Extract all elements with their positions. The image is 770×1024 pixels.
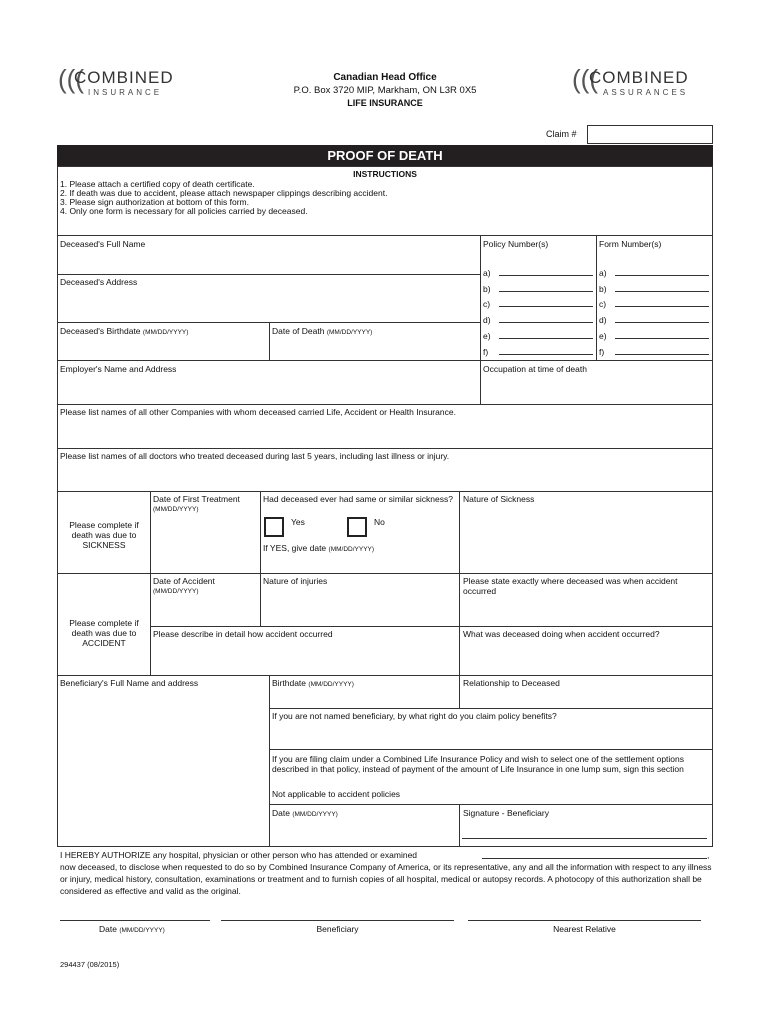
birthdate-label: Deceased's Birthdate (MM/DD/YYYY) xyxy=(60,326,189,336)
settlement-date-label: Date (MM/DD/YYYY) xyxy=(272,808,338,818)
accident-location-field[interactable] xyxy=(461,597,711,624)
policy-numbers-label: Policy Number(s) xyxy=(483,239,549,249)
left-logo-word: COMBINED xyxy=(74,68,174,87)
form-letter: c) xyxy=(599,299,607,309)
beneficiary-name-label: Beneficiary's Full Name and address xyxy=(60,678,199,688)
deceased-address-field[interactable] xyxy=(58,288,478,320)
policy-number-line[interactable] xyxy=(499,322,593,323)
beneficiary-birthdate-label: Birthdate (MM/DD/YYYY) xyxy=(272,678,354,688)
beneficiary-birthdate-field[interactable] xyxy=(271,689,457,706)
beneficiary-signature-bottom-line[interactable] xyxy=(221,920,454,921)
settlement-date-field[interactable] xyxy=(271,819,457,845)
not-applicable-note: Not applicable to accident policies xyxy=(272,789,401,799)
form-letter: f) xyxy=(599,347,605,357)
form-number-line[interactable] xyxy=(615,322,709,323)
policy-number-line[interactable] xyxy=(499,306,593,307)
accident-activity-label: What was deceased doing when accident occurred? xyxy=(463,629,660,639)
relationship-label: Relationship to Deceased xyxy=(463,678,560,688)
accident-section-label: Please complete if death was due to ACCIDENT xyxy=(69,618,139,648)
other-companies-field[interactable] xyxy=(58,418,711,446)
instruction-item: 4. Only one form is necessary for all policies carried by deceased. xyxy=(60,206,308,216)
form-letter: b) xyxy=(599,284,607,294)
beneficiary-name-field[interactable] xyxy=(58,689,267,845)
policy-letter: e) xyxy=(483,331,491,341)
birthdate-field[interactable] xyxy=(58,337,267,358)
instruction-item: 2. If death was due to accident, please attach newspaper clippings describing accident. xyxy=(60,188,388,198)
deceased-address-label: Deceased's Address xyxy=(60,277,138,287)
accident-location-label: Please state exactly where deceased was when accident occurred xyxy=(463,576,678,596)
form-letter: a) xyxy=(599,268,607,278)
injuries-label: Nature of injuries xyxy=(263,576,328,586)
claim-right-field[interactable] xyxy=(271,722,711,747)
beneficiary-label: Beneficiary xyxy=(316,924,359,934)
form-number-line[interactable] xyxy=(615,306,709,307)
yes-label: Yes xyxy=(291,517,305,527)
injuries-field[interactable] xyxy=(262,587,457,624)
instructions-heading: INSTRUCTIONS xyxy=(353,169,417,179)
date-signature-line[interactable] xyxy=(60,920,210,921)
swirl-icon: ((( xyxy=(58,64,84,94)
examined-person-line[interactable] xyxy=(482,858,707,859)
date-of-death-field[interactable] xyxy=(271,337,478,358)
settlement-option-label: If you are filing claim under a Combined Life Insurance Policy and wish to select one of the settlement options described in that policy, instead of payment of the amount of Life Insurance in one lump sum, sign this section xyxy=(272,754,685,774)
doctors-label: Please list names of all doctors who treated deceased during last 5 years, including last illness or injury. xyxy=(60,451,450,461)
accident-activity-field[interactable] xyxy=(461,640,711,673)
signature-date-label: Date (MM/DD/YYYY) xyxy=(99,924,165,934)
office-title: Canadian Head Office xyxy=(333,72,437,83)
claim-right-label: If you are not named beneficiary, by what right do you claim policy benefits? xyxy=(272,711,557,721)
policy-letter: c) xyxy=(483,299,491,309)
form-letter: e) xyxy=(599,331,607,341)
form-numbers-label: Form Number(s) xyxy=(599,239,662,249)
policy-letter: a) xyxy=(483,268,491,278)
form-number-line[interactable] xyxy=(615,338,709,339)
deceased-name-label: Deceased's Full Name xyxy=(60,239,146,249)
swirl-icon: ((( xyxy=(572,64,598,94)
other-companies-label: Please list names of all other Companies with whom deceased carried Life, Accident or Health Insurance. xyxy=(60,407,456,417)
form-title: PROOF OF DEATH xyxy=(57,145,713,166)
right-logo-sub: ASSURANCES xyxy=(603,88,689,97)
sickness-section-label: Please complete if death was due to SICKNESS xyxy=(69,520,139,550)
policy-number-line[interactable] xyxy=(499,338,593,339)
if-yes-date-label: If YES, give date (MM/DD/YYYY) xyxy=(263,543,375,553)
relationship-field[interactable] xyxy=(461,689,711,706)
no-label: No xyxy=(374,517,385,527)
left-logo-sub: INSURANCE xyxy=(88,88,163,97)
policy-number-line[interactable] xyxy=(499,291,593,292)
line-of-business: LIFE INSURANCE xyxy=(347,98,423,108)
nature-of-sickness-label: Nature of Sickness xyxy=(463,494,535,504)
policy-letter: f) xyxy=(483,347,489,357)
first-treatment-label: Date of First Treatment xyxy=(153,494,240,504)
nearest-relative-label: Nearest Relative xyxy=(553,924,616,934)
form-number-line[interactable] xyxy=(615,275,709,276)
form-number-line[interactable] xyxy=(615,291,709,292)
policy-letter: d) xyxy=(483,315,491,325)
policy-number-line[interactable] xyxy=(499,354,593,355)
accident-description-field[interactable] xyxy=(152,640,457,673)
deceased-name-field[interactable] xyxy=(58,250,478,272)
accident-date-label: Date of Accident xyxy=(153,576,215,586)
yes-checkbox[interactable] xyxy=(264,517,284,537)
nearest-relative-line[interactable] xyxy=(468,920,701,921)
comma: , xyxy=(707,850,710,860)
employer-label: Employer's Name and Address xyxy=(60,364,177,374)
occupation-field[interactable] xyxy=(482,375,711,402)
employer-field[interactable] xyxy=(58,375,478,402)
occupation-label: Occupation at time of death xyxy=(483,364,587,374)
form-letter: d) xyxy=(599,315,607,325)
accident-description-label: Please describe in detail how accident occurred xyxy=(153,629,333,639)
authorization-first-line: I HEREBY AUTHORIZE any hospital, physician or other person who has attended or examined xyxy=(60,850,418,860)
form-number-line[interactable] xyxy=(615,354,709,355)
beneficiary-signature-line[interactable] xyxy=(462,838,707,839)
no-checkbox[interactable] xyxy=(347,517,367,537)
right-logo-word: COMBINED xyxy=(589,68,689,87)
first-treatment-format: (MM/DD/YYYY) xyxy=(153,506,199,513)
instruction-item: 1. Please attach a certified copy of death certificate. xyxy=(60,179,255,189)
doctors-field[interactable] xyxy=(58,462,711,489)
first-treatment-field[interactable] xyxy=(152,516,258,571)
claim-label: Claim # xyxy=(546,129,577,139)
claim-number-field[interactable] xyxy=(587,125,713,144)
office-address: P.O. Box 3720 MIP, Markham, ON L3R 0X5 xyxy=(293,85,477,96)
instruction-item: 3. Please sign authorization at bottom of this form. xyxy=(60,197,249,207)
accident-date-format: (MM/DD/YYYY) xyxy=(153,588,199,595)
beneficiary-signature-label: Signature - Beneficiary xyxy=(463,808,549,818)
policy-letter: b) xyxy=(483,284,491,294)
authorization-text: now deceased, to disclose when requested to do so by Combined Insurance Company of America, or its representative, any and all the information with respect to any illness or injury, medical history, consultation, examinations or treatment and to furnish copies of all hospital, medical or autopsy records. A photocopy of this authorization shall be considered as effective and valid as the original. xyxy=(60,862,712,896)
date-of-death-label: Date of Death (MM/DD/YYYY) xyxy=(272,326,373,336)
nature-of-sickness-field[interactable] xyxy=(461,505,711,571)
had-same-sickness-label: Had deceased ever had same or similar sickness? xyxy=(263,494,453,504)
policy-number-line[interactable] xyxy=(499,275,593,276)
accident-date-field[interactable] xyxy=(152,598,258,624)
form-code: 294437 (08/2015) xyxy=(60,960,120,969)
